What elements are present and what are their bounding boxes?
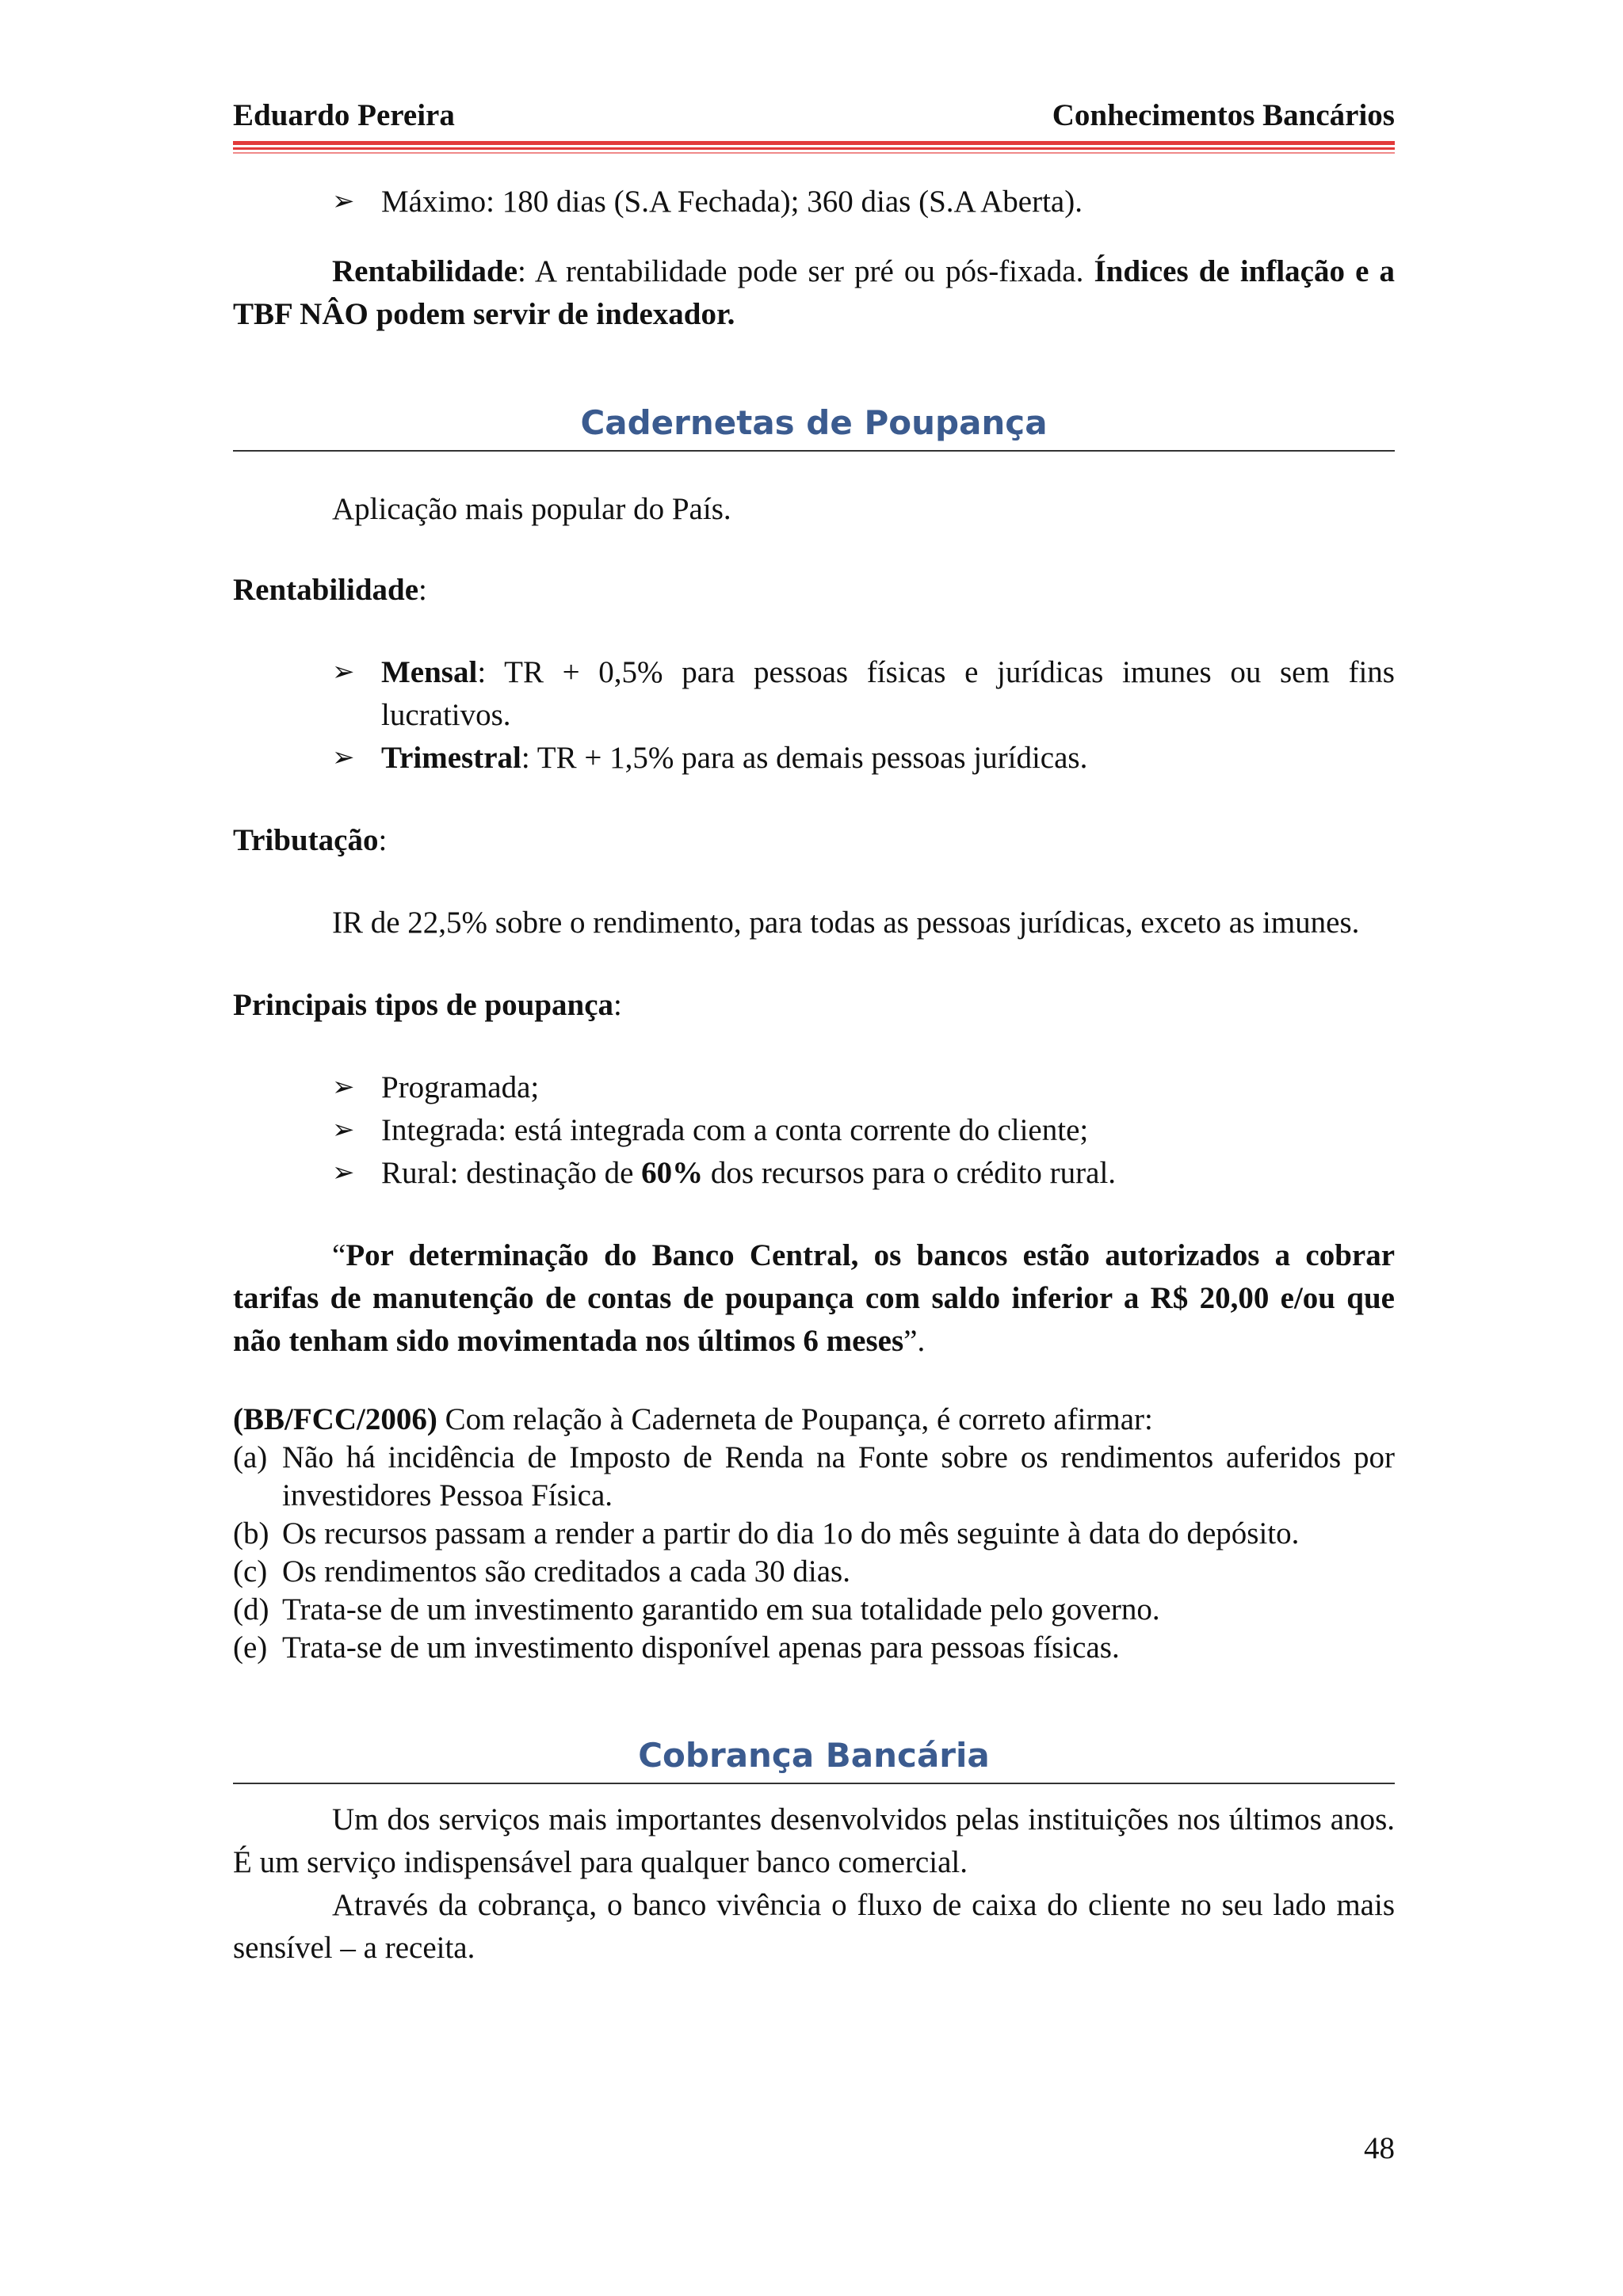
arrow-bullet-icon: ➢: [332, 658, 355, 687]
list-item: ➢ Rural: destinação de 60% dos recursos para o crédito rural.: [332, 1152, 1395, 1195]
arrow-bullet-icon: ➢: [332, 187, 355, 216]
option-item: (a) Não há incidência de Imposto de Renda na Fonte sobre os rendimentos auferidos por investidores Pessoa Física.: [233, 1440, 1395, 1512]
tributacao-heading: Tributação:: [233, 823, 388, 857]
cobranca-paragraph-1: Um dos serviços mais importantes desenvolvidos pelas instituições nos últimos anos. É um serviço indispensável para qualquer banco comercial.: [233, 1802, 1395, 1879]
arrow-bullet-icon: ➢: [332, 743, 355, 772]
section-cadernetas: [233, 401, 1395, 452]
list-item: ➢ Máximo: 180 dias (S.A Fechada); 360 dias (S.A Aberta).: [332, 181, 1395, 223]
section-title: Cobrança Bancária: [638, 1736, 990, 1775]
arrow-bullet-icon: ➢: [332, 1116, 355, 1145]
arrow-bullet-icon: ➢: [332, 1158, 355, 1188]
option-item: (c) Os rendimentos são creditados a cada 30 dias.: [233, 1554, 850, 1589]
header-subject: Conhecimentos Bancários: [1052, 98, 1395, 132]
section-rule: [233, 1783, 1395, 1784]
tipos-heading: Principais tipos de poupança:: [233, 988, 622, 1022]
intro-paragraph: Aplicação mais popular do País.: [332, 492, 731, 526]
option-item: (e) Trata-se de um investimento disponível apenas para pessoas físicas.: [233, 1630, 1120, 1665]
cobranca-paragraph-2: Através da cobrança, o banco vivência o fluxo de caixa do cliente no seu lado mais sensível – a receita.: [233, 1888, 1395, 1965]
header-rule: [233, 141, 1395, 154]
page-header: [233, 0, 1395, 133]
arrow-bullet-icon: ➢: [332, 1073, 355, 1102]
page-number: 48: [1364, 2131, 1395, 2165]
section-title: Cadernetas de Poupança: [580, 403, 1048, 442]
tipos-list: [233, 1066, 1395, 1195]
section-cobranca: [233, 1733, 1395, 1784]
option-item: (d) Trata-se de um investimento garantido em sua totalidade pelo governo.: [233, 1592, 1160, 1627]
option-item: (b) Os recursos passam a render a partir do dia 1o do mês seguinte à data do depósito.: [233, 1516, 1300, 1550]
quote-paragraph: “Por determinação do Banco Central, os bancos estão autorizados a cobrar tarifas de manutenção de contas de poupança com saldo inferior a R$ 20,00 e/ou que não tenham sido movimentada nos últimos 6 meses”.: [233, 1238, 1395, 1358]
question-block: [233, 1401, 1395, 1667]
tributacao-paragraph: IR de 22,5% sobre o rendimento, para todas as pessoas jurídicas, exceto as imunes.: [332, 906, 1360, 940]
list-item: ➢ Programada;: [332, 1066, 1395, 1109]
rentabilidade-heading: Rentabilidade:: [233, 573, 427, 607]
list-item: ➢ Mensal: TR + 0,5% para pessoas físicas e jurídicas imunes ou sem fins lucrativos.: [332, 651, 1395, 737]
question-options: [233, 1439, 1395, 1667]
section-rule: [233, 450, 1395, 452]
list-item: ➢ Integrada: está integrada com a conta corrente do cliente;: [332, 1109, 1395, 1152]
question-stem: (BB/FCC/2006) Com relação à Caderneta de Poupança, é correto afirmar:: [233, 1402, 1153, 1436]
rentabilidade-paragraph: Rentabilidade: A rentabilidade pode ser pré ou pós-fixada. Índices de inflação e a TBF NÂO podem servir de indexador.: [233, 254, 1395, 331]
list-item: ➢ Trimestral: TR + 1,5% para as demais pessoas jurídicas.: [332, 737, 1395, 780]
top-list: [233, 181, 1395, 223]
rent-list: [233, 651, 1395, 780]
header-author: Eduardo Pereira: [233, 98, 455, 132]
